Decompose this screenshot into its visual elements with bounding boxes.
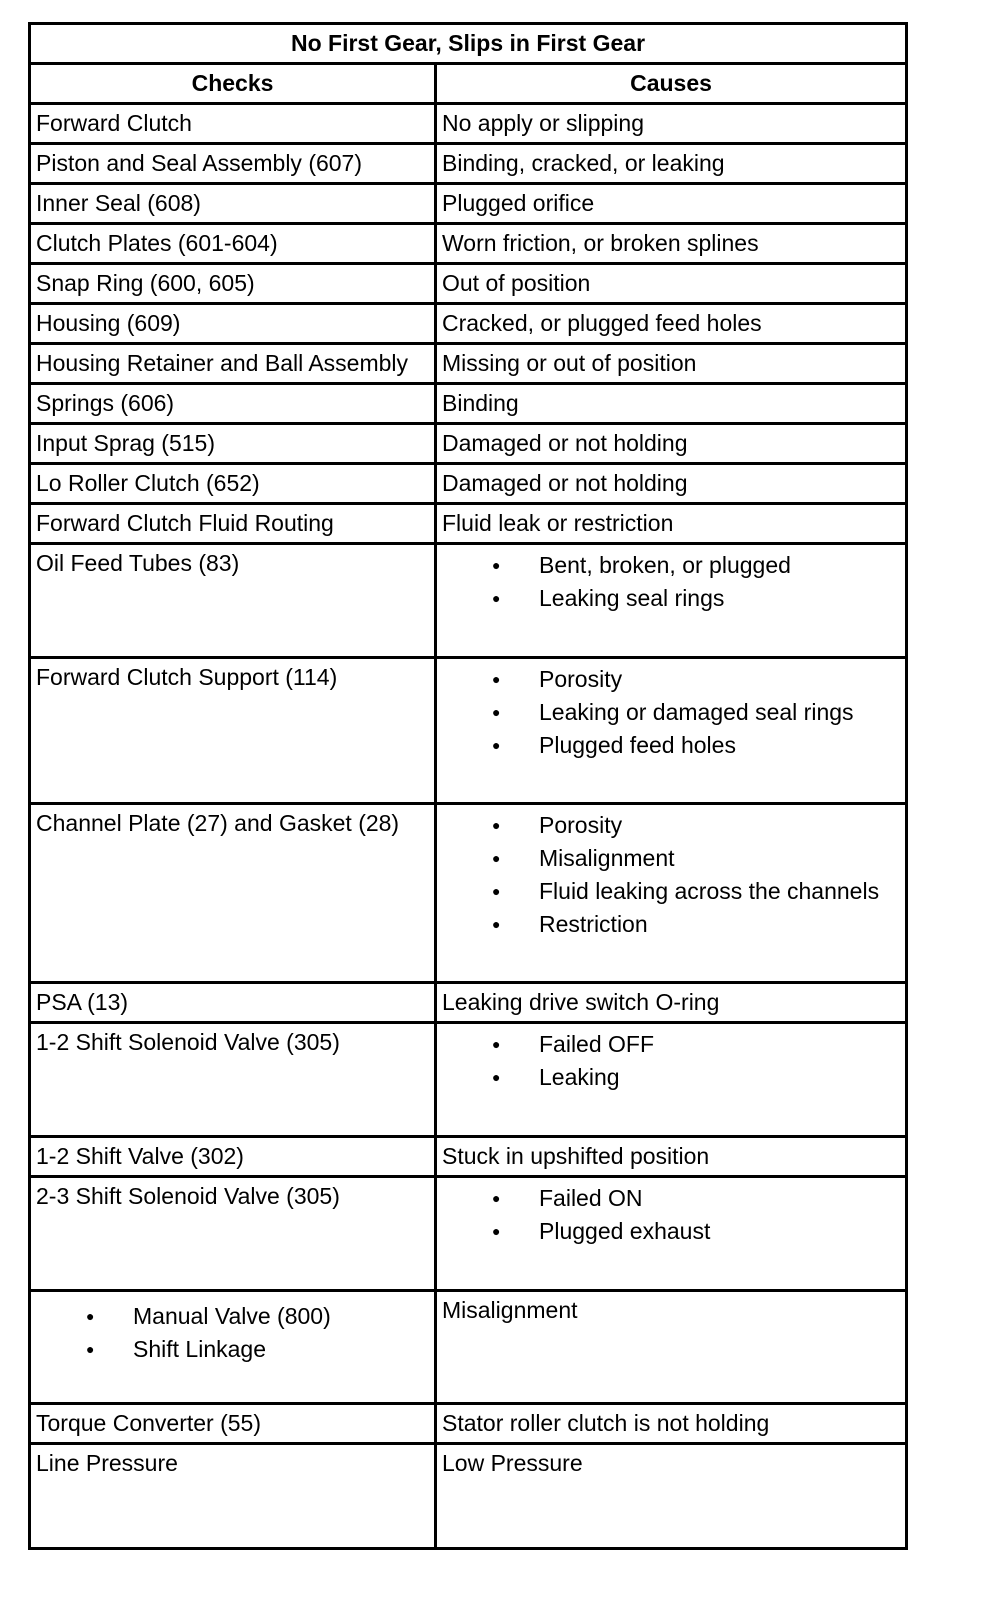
cause-list-item: ● Leaking seal rings — [442, 582, 900, 615]
table-row — [30, 1404, 907, 1444]
table-row — [30, 184, 907, 224]
diagnostic-table — [28, 22, 908, 1550]
table-row — [30, 224, 907, 264]
check-cell: PSA (13) — [30, 983, 436, 1023]
column-header-checks: Checks — [30, 64, 436, 104]
table-row — [30, 344, 907, 384]
column-header-causes: Causes — [436, 64, 907, 104]
table-row — [30, 1023, 907, 1137]
table-row — [30, 464, 907, 504]
check-cell: Line Pressure — [30, 1444, 436, 1549]
check-cell: 1-2 Shift Solenoid Valve (305) — [30, 1023, 436, 1137]
cause-list-item: ● Failed OFF — [442, 1028, 900, 1061]
cause-list — [442, 1028, 900, 1094]
table-title: No First Gear, Slips in First Gear — [30, 24, 907, 64]
check-cell: Piston and Seal Assembly (607) — [30, 144, 436, 184]
table-row — [30, 544, 907, 658]
cause-cell: Leaking drive switch O-ring — [436, 983, 907, 1023]
cause-cell — [436, 544, 907, 658]
check-cell: Forward Clutch Fluid Routing — [30, 504, 436, 544]
check-cell: Forward Clutch Support (114) — [30, 658, 436, 804]
cause-cell: Damaged or not holding — [436, 424, 907, 464]
table-row — [30, 144, 907, 184]
cause-cell: Worn friction, or broken splines — [436, 224, 907, 264]
cause-list — [442, 809, 900, 941]
cause-cell: Binding, cracked, or leaking — [436, 144, 907, 184]
cause-cell: Low Pressure — [436, 1444, 907, 1549]
cause-cell — [436, 658, 907, 804]
table-row — [30, 104, 907, 144]
table-row — [30, 384, 907, 424]
cause-list-item: ● Porosity — [442, 809, 900, 842]
cause-list-item: ● Leaking — [442, 1061, 900, 1094]
table-row — [30, 983, 907, 1023]
cause-list-item: ● Restriction — [442, 908, 900, 941]
cause-list — [442, 663, 900, 762]
cause-list-item: ● Bent, broken, or plugged — [442, 549, 900, 582]
cause-list-item: ● Leaking or damaged seal rings — [442, 696, 900, 729]
cause-cell — [436, 804, 907, 983]
check-cell: Inner Seal (608) — [30, 184, 436, 224]
cause-cell: No apply or slipping — [436, 104, 907, 144]
cause-cell: Out of position — [436, 264, 907, 304]
table-row — [30, 658, 907, 804]
check-cell: Clutch Plates (601-604) — [30, 224, 436, 264]
check-cell — [30, 1291, 436, 1404]
table-row — [30, 264, 907, 304]
table-row — [30, 504, 907, 544]
check-cell: Housing Retainer and Ball Assembly — [30, 344, 436, 384]
table-row — [30, 1291, 907, 1404]
cause-list-item: ● Fluid leaking across the channels — [442, 875, 900, 908]
check-list-item: ● Shift Linkage — [36, 1333, 429, 1366]
check-cell: Oil Feed Tubes (83) — [30, 544, 436, 658]
cause-list — [442, 1182, 900, 1248]
check-list-item: ● Manual Valve (800) — [36, 1300, 429, 1333]
cause-list-item: ● Porosity — [442, 663, 900, 696]
check-cell: 2-3 Shift Solenoid Valve (305) — [30, 1177, 436, 1291]
cause-cell: Stator roller clutch is not holding — [436, 1404, 907, 1444]
cause-cell: Stuck in upshifted position — [436, 1137, 907, 1177]
table-row — [30, 424, 907, 464]
table-row — [30, 1177, 907, 1291]
table-row — [30, 804, 907, 983]
check-cell: 1-2 Shift Valve (302) — [30, 1137, 436, 1177]
check-cell: Housing (609) — [30, 304, 436, 344]
cause-list-item: ● Plugged feed holes — [442, 729, 900, 762]
cause-cell: Misalignment — [436, 1291, 907, 1404]
cause-list — [442, 549, 900, 615]
check-cell: Input Sprag (515) — [30, 424, 436, 464]
check-cell: Torque Converter (55) — [30, 1404, 436, 1444]
cause-cell: Missing or out of position — [436, 344, 907, 384]
check-cell: Lo Roller Clutch (652) — [30, 464, 436, 504]
cause-cell — [436, 1023, 907, 1137]
check-cell: Snap Ring (600, 605) — [30, 264, 436, 304]
table-row — [30, 1137, 907, 1177]
cause-cell: Damaged or not holding — [436, 464, 907, 504]
cause-cell: Cracked, or plugged feed holes — [436, 304, 907, 344]
cause-list-item: ● Misalignment — [442, 842, 900, 875]
cause-list-item: ● Plugged exhaust — [442, 1215, 900, 1248]
cause-cell: Binding — [436, 384, 907, 424]
table-row — [30, 1444, 907, 1549]
cause-list-item: ● Failed ON — [442, 1182, 900, 1215]
check-cell: Forward Clutch — [30, 104, 436, 144]
cause-cell — [436, 1177, 907, 1291]
check-cell: Springs (606) — [30, 384, 436, 424]
cause-cell: Fluid leak or restriction — [436, 504, 907, 544]
check-list — [36, 1300, 429, 1366]
cause-cell: Plugged orifice — [436, 184, 907, 224]
check-cell: Channel Plate (27) and Gasket (28) — [30, 804, 436, 983]
table-row — [30, 304, 907, 344]
